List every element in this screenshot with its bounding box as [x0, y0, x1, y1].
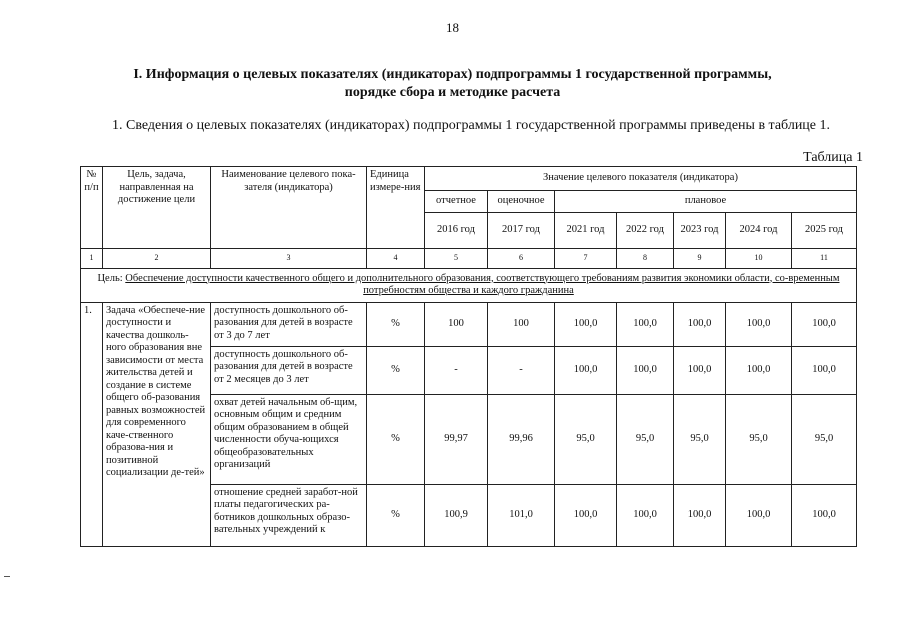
unit-cell: %	[367, 302, 425, 346]
year-cell: 2023 год	[674, 213, 726, 249]
value-cell: 100,0	[555, 484, 617, 546]
value-cell: 100,0	[617, 484, 674, 546]
header-goal: Цель, задача, направленная на достижение цели	[103, 167, 211, 249]
col-index: 4	[367, 249, 425, 269]
value-cell: 100,0	[792, 346, 857, 394]
page-number: 18	[446, 20, 459, 35]
goal-text: Обеспечение доступности качественного общего и дополнительного образования, соответствующего требованиям развития экономики области, со-временным потребностям общества и каждого гражданина	[125, 272, 840, 296]
value-cell: 99,96	[488, 394, 555, 484]
section-heading	[0, 66, 905, 102]
value-cell: -	[488, 346, 555, 394]
goal-cell	[81, 268, 857, 302]
value-cell: 100,0	[555, 302, 617, 346]
header-unit: Единица измере-ния	[367, 167, 425, 249]
col-index: 11	[792, 249, 857, 269]
indicator-name: охват детей начальным об-щим, основным общим и средним общим образованием в общей численности обуча-ющихся общеобразовательных организаций	[211, 394, 367, 484]
value-cell: 100,0	[792, 484, 857, 546]
col-index: 9	[674, 249, 726, 269]
year-cell: 2025 год	[792, 213, 857, 249]
table-caption: Таблица 1	[803, 150, 863, 165]
value-cell: 100,0	[617, 346, 674, 394]
header-value: Значение целевого показателя (индикатора)	[425, 167, 857, 191]
col-index: 3	[211, 249, 367, 269]
col-index: 7	[555, 249, 617, 269]
value-cell: -	[425, 346, 488, 394]
indicator-name: доступность дошкольного об-разования для детей в возрасте от 2 месяцев до 3 лет	[211, 346, 367, 394]
value-cell: 101,0	[488, 484, 555, 546]
year-cell: 2016 год	[425, 213, 488, 249]
value-cell: 100,9	[425, 484, 488, 546]
col-index: 6	[488, 249, 555, 269]
col-index: 8	[617, 249, 674, 269]
col-index: 5	[425, 249, 488, 269]
unit-cell: %	[367, 394, 425, 484]
value-cell: 100,0	[726, 302, 792, 346]
value-cell: 95,0	[792, 394, 857, 484]
task-text: Задача «Обеспече-ние доступности и качества дошколь-ного образования вне зависимости от места жительства детей и создание в системе общего об-разования равных возможностей для современного каче-ственного образова-ния и позитивной социализации де-тей»	[103, 302, 211, 546]
header-estimated: оценочное	[488, 191, 555, 213]
value-cell: 100,0	[674, 484, 726, 546]
value-cell: 100,0	[792, 302, 857, 346]
value-cell: 100,0	[674, 346, 726, 394]
value-cell: 95,0	[617, 394, 674, 484]
value-cell: 95,0	[726, 394, 792, 484]
value-cell: 99,97	[425, 394, 488, 484]
heading-line-2: порядке сбора и методике расчета	[344, 85, 561, 100]
indicator-name: отношение средней заработ-ной платы педагогических ра-ботников дошкольных образо-вательных учреждений к	[211, 484, 367, 546]
indicator-name: доступность дошкольного об-разования для детей в возрасте от 3 до 7 лет	[211, 302, 367, 346]
goal-prefix: Цель:	[97, 272, 126, 284]
value-cell: 100,0	[555, 346, 617, 394]
value-cell: 100,0	[726, 484, 792, 546]
col-index: 10	[726, 249, 792, 269]
header-indicator: Наименование целевого пока-зателя (индикатора)	[211, 167, 367, 249]
year-cell: 2021 год	[555, 213, 617, 249]
col-index: 1	[81, 249, 103, 269]
year-cell: 2024 год	[726, 213, 792, 249]
value-cell: 95,0	[555, 394, 617, 484]
unit-cell: %	[367, 346, 425, 394]
column-index-row	[81, 249, 857, 269]
value-cell: 100	[488, 302, 555, 346]
heading-line-1: I. Информация о целевых показателях (индикаторах) подпрограммы 1 государственной программы,	[133, 67, 772, 82]
header-reported: отчетное	[425, 191, 488, 213]
header-planned: плановое	[555, 191, 857, 213]
value-cell: 100,0	[674, 302, 726, 346]
unit-cell: %	[367, 484, 425, 546]
value-cell: 100	[425, 302, 488, 346]
year-cell: 2022 год	[617, 213, 674, 249]
indicators-table	[80, 166, 857, 547]
value-cell: 100,0	[726, 346, 792, 394]
year-cell: 2017 год	[488, 213, 555, 249]
margin-mark	[4, 576, 10, 577]
col-index: 2	[103, 249, 211, 269]
goal-row	[81, 268, 857, 302]
header-num: № п/п	[81, 167, 103, 249]
intro-paragraph: 1. Сведения о целевых показателях (индикаторах) подпрограммы 1 государственной программы приведены в таблице 1.	[112, 118, 831, 133]
value-cell: 100,0	[617, 302, 674, 346]
value-cell: 95,0	[674, 394, 726, 484]
table-row	[81, 302, 857, 346]
task-number: 1.	[81, 302, 103, 546]
